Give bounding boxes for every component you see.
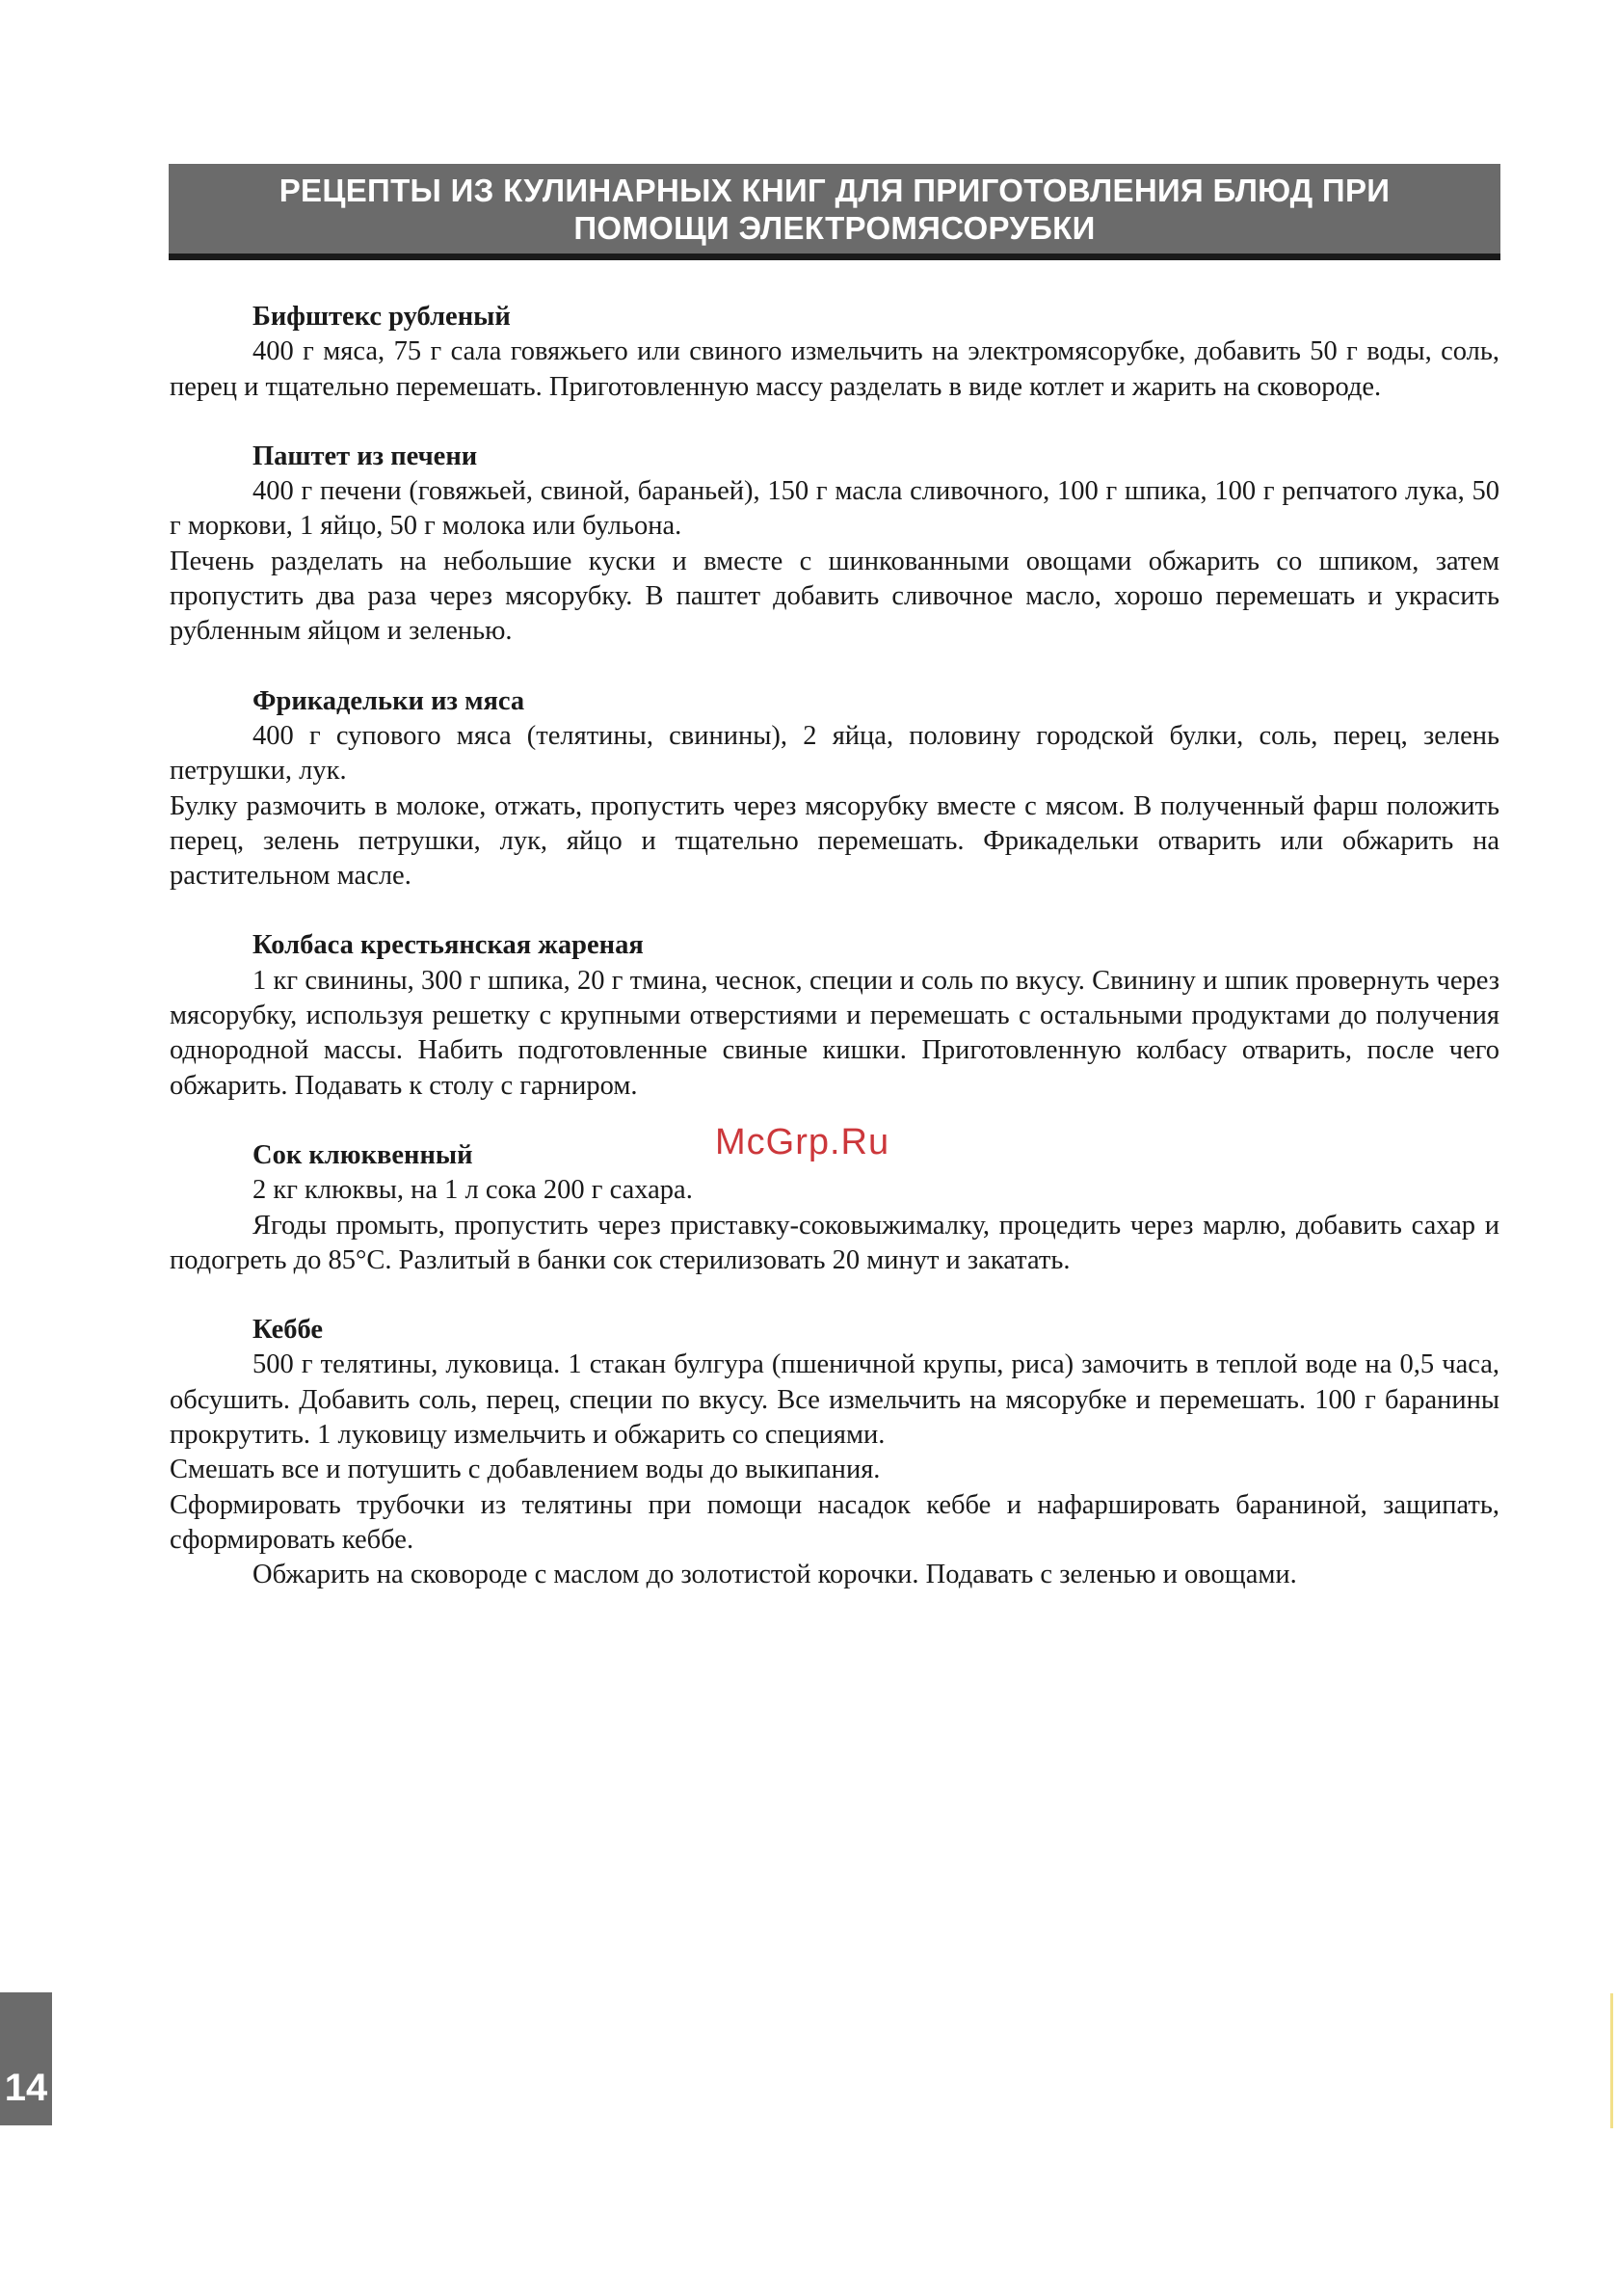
recipe-paragraph: 2 кг клюквы, на 1 л сока 200 г сахара.	[252, 1175, 693, 1206]
recipe-paragraph: 500 г телятины, луковица. 1 стакан булгура (пшеничной крупы, риса) замочить в теплой воде на 0,5 часа, обсушить. Добавить соль, перец, специи по вкусу. Все измельчить на мясорубке и перемешать. 100 г баранины прокрутить. 1 луковицу измельчить и обжарить со специями.	[170, 1349, 1499, 1451]
recipe-paragraph: Булку размочить в молоке, отжать, пропустить через мясорубку вместе с мясом. В полученный фарш положить перец, зелень петрушки, лук, яйцо и тщательно перемешать. Фрикадельки отварить или обжарить на растительном масле.	[170, 790, 1499, 892]
recipe-paragraph: Ягоды промыть, пропустить через приставку-соковыжималку, процедить через марлю, добавить сахар и подогреть до 85°С. Разлитый в банки сок стерилизовать 20 минут и закатать.	[170, 1210, 1499, 1275]
edge-mark	[1610, 1993, 1613, 2128]
recipe-kebbe	[170, 1313, 1499, 1592]
recipe-kolbasa	[170, 928, 1499, 1103]
recipe-paragraph: Смешать все и потушить с добавлением воды до выкипания.	[170, 1455, 881, 1485]
recipe-paragraph: Обжарить на сковороде с маслом до золотистой корочки. Подавать с зеленью и овощами.	[252, 1560, 1297, 1590]
recipe-title: Паштет из печени	[252, 441, 478, 471]
recipe-frikadelki	[170, 684, 1499, 894]
recipe-title: Кеббе	[252, 1315, 324, 1346]
recipe-paragraph: 400 г супового мяса (телятины, свинины), 2 яйца, половину городской булки, соль, перец, зелень петрушки, лук.	[170, 720, 1499, 787]
header-line-2: ПОМОЩИ ЭЛЕКТРОМЯСОРУБКИ	[573, 209, 1096, 246]
recipe-paragraph: 1 кг свинины, 300 г шпика, 20 г тмина, чеснок, специи и соль по вкусу. Свинину и шпик провернуть через мясорубку, используя решетку с крупными отверстиями и перемешать с остальными продуктами до получения однородной массы. Набить подготовленные свиные кишки. Приготовленную колбасу отварить, после чего обжарить. Подавать к столу с гарниром.	[170, 965, 1499, 1101]
recipe-title: Бифштекс рубленый	[252, 302, 511, 332]
recipe-bifshteks	[170, 300, 1499, 405]
recipe-title: Фрикадельки из мяса	[252, 685, 525, 716]
recipe-paragraph: Сформировать трубочки из телятины при помощи насадок кеббе и нафаршировать бараниной, защипать, сформировать кеббе.	[170, 1489, 1499, 1555]
page-number-tab	[0, 1992, 52, 2125]
recipe-paragraph: 400 г печени (говяжьей, свиной, бараньей), 150 г масла сливочного, 100 г шпика, 100 г репчатого лука, 50 г моркови, 1 яйцо, 50 г молока или бульона.	[170, 476, 1499, 542]
recipe-paragraph: Печень разделать на небольшие куски и вместе с шинкованными овощами обжарить со шпиком, затем пропустить два раза через мясорубку. В паштет добавить сливочное масло, хорошо перемешать и украсить рубленным яйцом и зеленью.	[170, 546, 1499, 647]
watermark: McGrp.Ru	[715, 1122, 890, 1162]
recipe-paragraph: 400 г мяса, 75 г сала говяжьего или свиного измельчить на электромясорубке, добавить 50 г воды, соль, перец и тщательно перемешать. Приготовленную массу разделать в виде котлет и жарить на сковороде.	[170, 336, 1499, 402]
header-line-1: РЕЦЕПТЫ ИЗ КУЛИНАРНЫХ КНИГ ДЛЯ ПРИГОТОВЛЕНИЯ БЛЮД ПРИ	[279, 172, 1391, 208]
recipe-title: Колбаса крестьянская жареная	[252, 930, 644, 961]
recipe-title: Сок клюквенный	[252, 1139, 473, 1170]
recipes-content	[170, 300, 1499, 1628]
section-header	[169, 164, 1500, 260]
recipe-pashtet	[170, 440, 1499, 650]
page-number: 14	[4, 2067, 48, 2109]
